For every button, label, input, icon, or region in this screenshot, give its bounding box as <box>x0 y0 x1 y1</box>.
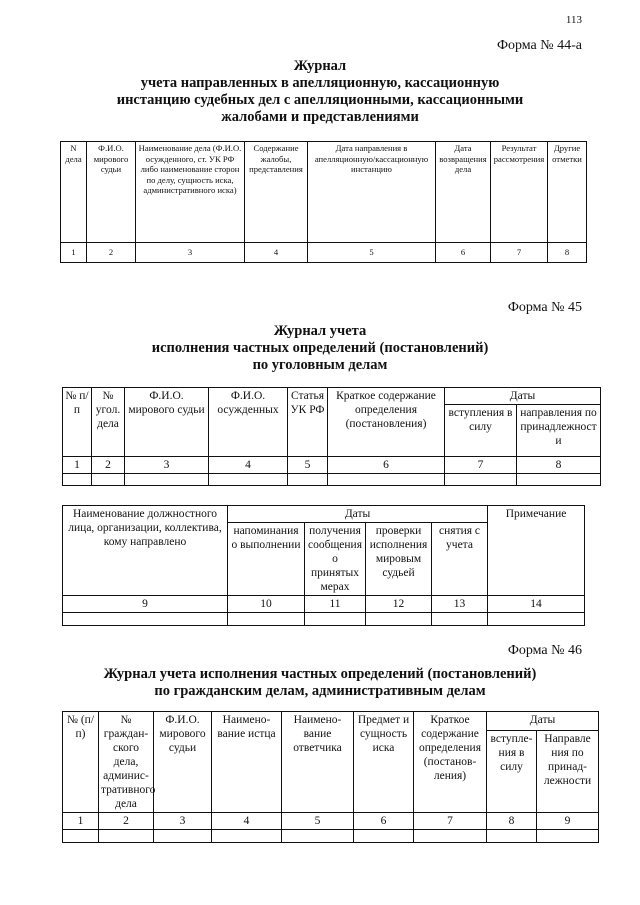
form46-table <box>62 711 599 843</box>
form45-header-date-checked: проверки исполнения мировым судьей <box>366 523 432 596</box>
form45-col-number: 14 <box>488 596 585 613</box>
form46-col-number: 1 <box>63 813 99 830</box>
form45-col-number: 2 <box>92 457 125 474</box>
form44-header-result: Результат рассмотрения <box>491 142 548 243</box>
form46-header-no: № (п/п) <box>63 712 99 813</box>
form44-header-complaint: Содержание жалобы, представления <box>245 142 308 243</box>
form45-empty-cell <box>328 474 445 486</box>
form46-header-date-sent: Направле ния по принад- лежности <box>537 731 599 813</box>
form44-col-number: 3 <box>136 243 245 263</box>
form46-empty-cell <box>99 830 154 843</box>
form44-label: Форма № 44-а <box>496 38 582 53</box>
form46-col-number: 8 <box>487 813 537 830</box>
form45-col-number: 13 <box>432 596 488 613</box>
form45-header-date-received: получения сообщения о принятых мерах <box>305 523 366 596</box>
form44-col-number: 2 <box>87 243 136 263</box>
form45-col-number: 5 <box>288 457 328 474</box>
form44-col-number: 8 <box>548 243 587 263</box>
form45-empty-cell <box>517 474 601 486</box>
form45-col-number: 12 <box>366 596 432 613</box>
form44-header-sent-date: Дата направления в апелляционную/кассационную инстанцию <box>308 142 436 243</box>
form44-header-judge: Ф.И.О. мирового судьи <box>87 142 136 243</box>
form45-col-number: 3 <box>125 457 209 474</box>
form46-empty-cell <box>282 830 354 843</box>
form46-header-dates: Даты <box>487 712 599 731</box>
form46-header-plaintiff: Наимено- вание истца <box>212 712 282 813</box>
form45-empty-cell <box>288 474 328 486</box>
form45-empty-cell <box>445 474 517 486</box>
form46-title <box>0 666 640 700</box>
form45-title-line-1: Журнал учета <box>273 323 367 339</box>
form45-table-1 <box>62 387 601 486</box>
form44-header-return-date: Дата возвращения дела <box>436 142 491 243</box>
form46-col-number: 4 <box>212 813 282 830</box>
form45-empty-cell <box>488 613 585 626</box>
form45-header-summary: Краткое содержание определения (постановления) <box>328 388 445 457</box>
form45-header-no: № п/п <box>63 388 92 457</box>
form45-header-case-no: № угол. дела <box>92 388 125 457</box>
form45-col-number: 11 <box>305 596 366 613</box>
form45-empty-cell <box>209 474 288 486</box>
form45-col-number: 10 <box>228 596 305 613</box>
form45-col-number: 8 <box>517 457 601 474</box>
form46-header-defendant: Наимено- вание ответчика <box>282 712 354 813</box>
form45-empty-cell <box>228 613 305 626</box>
form45-header-date-reminder: напоминания о выполнении <box>228 523 305 596</box>
form45-empty-cell <box>305 613 366 626</box>
form44-header-other: Другие отметки <box>548 142 587 243</box>
form45-header-date-effective: вступления в силу <box>445 405 517 457</box>
form44-col-number: 6 <box>436 243 491 263</box>
form44-title <box>0 58 640 126</box>
form46-header-date-effective: вступле- ния в силу <box>487 731 537 813</box>
form45-empty-cell <box>125 474 209 486</box>
form44-title-line-3: инстанцию судебных дел с апелляционными, кассационными <box>116 92 524 108</box>
form45-header-convicted: Ф.И.О. осужденных <box>209 388 288 457</box>
form45-empty-cell <box>63 474 92 486</box>
form45-table-2 <box>62 505 585 626</box>
page-number: 113 <box>565 14 582 26</box>
form45-empty-cell <box>432 613 488 626</box>
form45-col-number: 9 <box>63 596 228 613</box>
form44-header-case-name: Наименование дела (Ф.И.О. осужденного, ст. УК РФ либо наименование сторон по делу, сущность иска, административного иска) <box>136 142 245 243</box>
form46-col-number: 6 <box>354 813 414 830</box>
form46-header-summary: Краткое содержание определения (постанов- ления) <box>414 712 487 813</box>
form45-header-note: Примечание <box>488 506 585 596</box>
form46-empty-cell <box>354 830 414 843</box>
form45-header-date-removed: снятия с учета <box>432 523 488 596</box>
form45-col-number: 4 <box>209 457 288 474</box>
form45-header-recipient: Наименование должностного лица, организации, коллектива, кому направлено <box>63 506 228 596</box>
form45-title-line-2: исполнения частных определений (постановлений) <box>151 340 489 356</box>
form44-col-number: 5 <box>308 243 436 263</box>
form44-table <box>60 141 587 263</box>
form46-header-judge: Ф.И.О. мирового судьи <box>154 712 212 813</box>
form45-header-date-sent: направления по принадлежност и <box>517 405 601 457</box>
form46-empty-cell <box>154 830 212 843</box>
form46-col-number: 7 <box>414 813 487 830</box>
form45-header-article: Статья УК РФ <box>288 388 328 457</box>
form45-empty-cell <box>92 474 125 486</box>
form45-header-dates: Даты <box>445 388 601 405</box>
form45-col-number: 1 <box>63 457 92 474</box>
form46-col-number: 3 <box>154 813 212 830</box>
form46-col-number: 9 <box>537 813 599 830</box>
form45-title-line-3: по уголовным делам <box>252 357 388 373</box>
form44-col-number: 7 <box>491 243 548 263</box>
form44-title-line-2: учета направленных в апелляционную, кассационную <box>140 75 500 91</box>
form45-col-number: 6 <box>328 457 445 474</box>
form46-label: Форма № 46 <box>507 643 582 658</box>
form45-empty-cell <box>366 613 432 626</box>
form46-title-line-2: по гражданским делам, административным делам <box>154 683 486 699</box>
form46-title-line-1: Журнал учета исполнения частных определений (постановлений) <box>103 666 537 682</box>
form45-empty-cell <box>63 613 228 626</box>
form46-col-number: 2 <box>99 813 154 830</box>
form46-header-subject: Предмет и сущность иска <box>354 712 414 813</box>
form46-header-case-no: № граждан- ского дела, админис- тративного дела <box>99 712 154 813</box>
form46-empty-cell <box>537 830 599 843</box>
form46-empty-cell <box>212 830 282 843</box>
form46-empty-cell <box>63 830 99 843</box>
form45-col-number: 7 <box>445 457 517 474</box>
form44-header-case-no: N дела <box>61 142 87 243</box>
form44-title-line-1: Журнал <box>293 58 347 74</box>
form45-header-judge: Ф.И.О. мирового судьи <box>125 388 209 457</box>
form45-title <box>0 323 640 374</box>
form44-title-line-4: жалобами и представлениями <box>221 109 419 125</box>
form46-col-number: 5 <box>282 813 354 830</box>
form45-header-dates-2: Даты <box>228 506 488 523</box>
form44-col-number: 1 <box>61 243 87 263</box>
form46-empty-cell <box>414 830 487 843</box>
form46-empty-cell <box>487 830 537 843</box>
form44-col-number: 4 <box>245 243 308 263</box>
form45-label: Форма № 45 <box>507 300 582 315</box>
